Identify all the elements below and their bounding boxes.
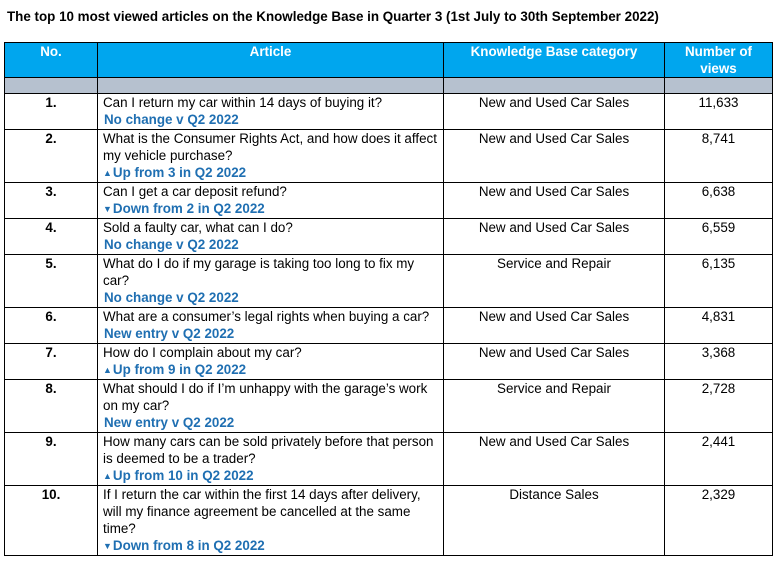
trend-label [103, 467, 438, 485]
article-cell [98, 219, 444, 255]
row-number: 3. [5, 183, 98, 219]
table-row [5, 255, 773, 308]
category-cell: New and Used Car Sales [444, 219, 665, 255]
row-number: 8. [5, 380, 98, 433]
table-row [5, 344, 773, 380]
header-article: Article [98, 43, 444, 78]
header-no: No. [5, 43, 98, 78]
category-cell: New and Used Car Sales [444, 433, 665, 486]
table-row [5, 380, 773, 433]
article-cell [98, 433, 444, 486]
trend-text: Down from 2 in Q2 2022 [112, 201, 265, 216]
article-title[interactable]: How many cars can be sold privately before that person is deemed to be a trader? [103, 434, 434, 466]
views-cell: 6,559 [665, 219, 773, 255]
trend-label [103, 164, 438, 182]
views-cell: 6,638 [665, 183, 773, 219]
article-cell [98, 130, 444, 183]
trend-label [103, 537, 438, 555]
article-cell [98, 255, 444, 308]
article-cell [98, 308, 444, 344]
row-number: 2. [5, 130, 98, 183]
views-cell: 11,633 [665, 94, 773, 130]
articles-table [4, 42, 773, 556]
spacer-row [5, 78, 773, 94]
article-title[interactable]: What do I do if my garage is taking too long to fix my car? [103, 256, 415, 288]
trend-arrow-icon: ▲ [103, 365, 112, 375]
views-cell: 2,441 [665, 433, 773, 486]
table-row [5, 219, 773, 255]
row-number: 6. [5, 308, 98, 344]
table-row [5, 94, 773, 130]
article-cell [98, 380, 444, 433]
trend-text: No change v Q2 2022 [104, 112, 239, 127]
trend-text: No change v Q2 2022 [104, 237, 239, 252]
trend-text: Up from 10 in Q2 2022 [112, 468, 254, 483]
trend-arrow-icon: ▼ [103, 541, 112, 551]
category-cell: Distance Sales [444, 486, 665, 556]
table-row [5, 486, 773, 556]
trend-label [103, 236, 438, 254]
views-cell: 6,135 [665, 255, 773, 308]
category-cell: Service and Repair [444, 380, 665, 433]
article-title[interactable]: Can I return my car within 14 days of buying it? [103, 95, 383, 110]
category-cell: New and Used Car Sales [444, 183, 665, 219]
article-cell [98, 94, 444, 130]
category-cell: New and Used Car Sales [444, 308, 665, 344]
header-views: Number of views [665, 43, 773, 78]
header-category: Knowledge Base category [444, 43, 665, 78]
trend-label [103, 200, 438, 218]
views-cell: 4,831 [665, 308, 773, 344]
views-cell: 2,329 [665, 486, 773, 556]
trend-text: Up from 9 in Q2 2022 [112, 362, 247, 377]
article-cell [98, 344, 444, 380]
row-number: 1. [5, 94, 98, 130]
category-cell: New and Used Car Sales [444, 130, 665, 183]
article-title[interactable]: Can I get a car deposit refund? [103, 184, 287, 199]
table-row [5, 308, 773, 344]
table-row [5, 433, 773, 486]
views-cell: 8,741 [665, 130, 773, 183]
table-row [5, 183, 773, 219]
table-row [5, 130, 773, 183]
row-number: 7. [5, 344, 98, 380]
trend-label [103, 414, 438, 432]
article-title[interactable]: Sold a faulty car, what can I do? [103, 220, 293, 235]
trend-text: Down from 8 in Q2 2022 [112, 538, 265, 553]
views-cell: 3,368 [665, 344, 773, 380]
category-cell: Service and Repair [444, 255, 665, 308]
article-title[interactable]: How do I complain about my car? [103, 345, 302, 360]
trend-arrow-icon: ▲ [103, 168, 112, 178]
trend-text: New entry v Q2 2022 [104, 415, 235, 430]
article-cell [98, 183, 444, 219]
trend-arrow-icon: ▲ [103, 471, 112, 481]
article-title[interactable]: If I return the car within the first 14 days after delivery, will my finance agreement be cancelled at the same time? [103, 487, 421, 536]
trend-text: New entry v Q2 2022 [104, 326, 235, 341]
trend-label [103, 325, 438, 343]
article-cell [98, 486, 444, 556]
article-title[interactable]: What should I do if I’m unhappy with the garage’s work on my car? [103, 381, 428, 413]
category-cell: New and Used Car Sales [444, 94, 665, 130]
trend-label [103, 111, 438, 129]
article-title[interactable]: What are a consumer’s legal rights when buying a car? [103, 309, 430, 324]
trend-label [103, 289, 438, 307]
article-title[interactable]: What is the Consumer Rights Act, and how does it affect my vehicle purchase? [103, 131, 437, 163]
trend-label [103, 361, 438, 379]
page-title: The top 10 most viewed articles on the Knowledge Base in Quarter 3 (1st July to 30th September 2022) [7, 9, 659, 24]
row-number: 4. [5, 219, 98, 255]
row-number: 9. [5, 433, 98, 486]
trend-text: Up from 3 in Q2 2022 [112, 165, 247, 180]
header-row [5, 43, 773, 78]
category-cell: New and Used Car Sales [444, 344, 665, 380]
trend-arrow-icon: ▼ [103, 204, 112, 214]
trend-text: No change v Q2 2022 [104, 290, 239, 305]
views-cell: 2,728 [665, 380, 773, 433]
row-number: 5. [5, 255, 98, 308]
row-number: 10. [5, 486, 98, 556]
